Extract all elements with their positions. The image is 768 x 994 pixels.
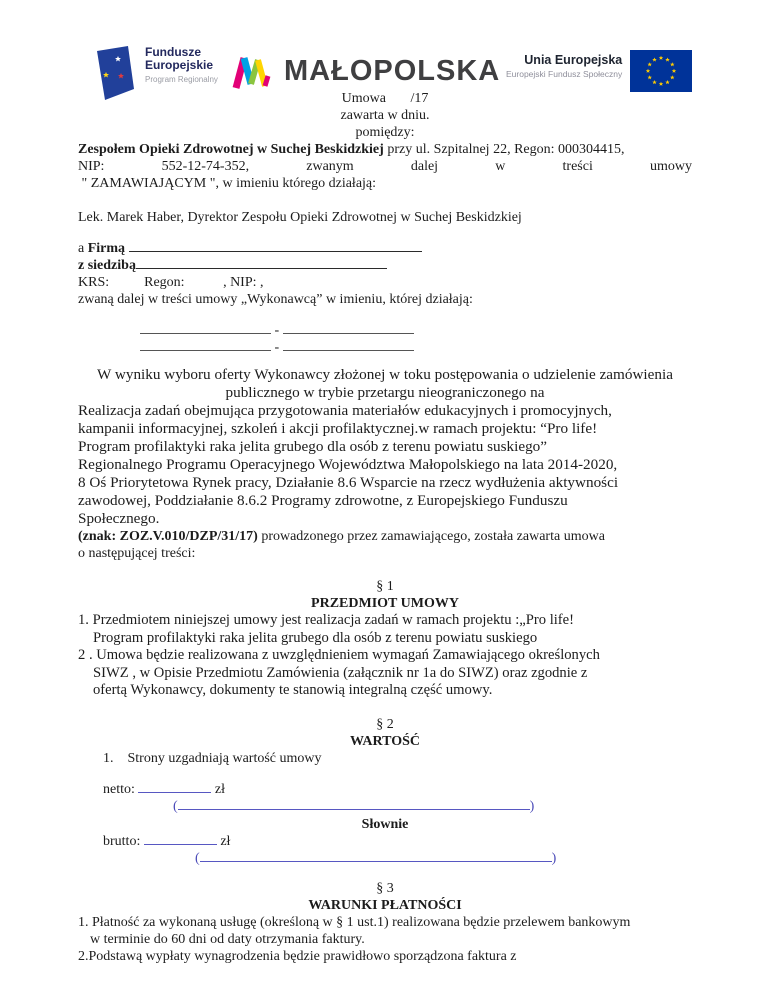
- preamble-line: zawodowej, Poddziałanie 8.6.2 Programy zdrowotne, z Europejskiego Funduszu: [78, 492, 568, 509]
- siedziba-blank-line: [78, 257, 692, 274]
- wykonawca-role-line: zwaną dalej w treści umowy „Wykonawcą” w imieniu, której działają:: [78, 292, 473, 307]
- section1-line: 1. Przedmiotem niniejszej umowy jest realizacja zadań w ramach projektu :„Pro life!: [78, 612, 575, 628]
- nip-word: w: [495, 159, 506, 174]
- slownie-label: Słownie: [361, 816, 409, 832]
- signature-blank-row-2: [140, 339, 692, 356]
- a-label: a: [78, 241, 88, 256]
- netto-words-blank-field: [178, 798, 530, 810]
- preamble-line: Realizacja zadań obejmująca przygotowania materiałów edukacyjnych i promocyjnych,: [78, 402, 612, 419]
- section3-title: WARUNKI PŁATNOŚCI: [308, 897, 462, 913]
- firma-blank-line: [78, 240, 692, 257]
- eu-logo-text: [506, 50, 622, 79]
- nip-word: umowy: [650, 159, 692, 174]
- section2-item1: 1. Strony uzgadniają wartość umowy: [103, 750, 322, 766]
- signature-blank-field: [140, 339, 271, 351]
- dash-separator: -: [274, 340, 280, 355]
- signature-blank-field: [283, 339, 414, 351]
- nip-word: dalej: [410, 159, 439, 174]
- paren-close: ): [551, 850, 557, 866]
- preamble-line: Regionalnego Programu Operacyjnego Województwa Małopolskiego na lata 2014-2020,: [78, 456, 618, 473]
- siedziba-label: z siedzibą: [78, 258, 136, 273]
- signature-blank-row-1: [140, 322, 692, 339]
- signature-blank-field: [283, 322, 414, 334]
- preamble-center-1: W wyniku wyboru oferty Wykonawcy złożonej w toku postępowania o udzielenie zamówienia: [97, 366, 673, 383]
- nip-word: NIP:: [78, 159, 105, 174]
- nip-word: treści: [562, 159, 593, 174]
- znak-line: [78, 528, 692, 545]
- netto-label: netto:: [103, 781, 139, 797]
- preamble-line: 8 Oś Priorytetowa Rynek pracy, Działanie 8.6 Wsparcie na rzecz wydłużenia aktywności: [78, 474, 619, 491]
- netto-currency: zł: [211, 781, 225, 797]
- section1-line: Program profilaktyki raka jelita grubego dla osób z terenu powiatu suskiego: [93, 629, 538, 646]
- party-address: przy ul. Szpitalnej 22, Regon: 000304415,: [383, 142, 625, 157]
- znak-line-2: o następującej treści:: [78, 546, 196, 561]
- paren-open: (: [173, 798, 178, 814]
- preamble-line: Program profilaktyki raka jelita grubego dla osób z terenu powiatu suskiego”: [78, 438, 547, 455]
- section1-mark: § 1: [376, 579, 394, 594]
- unia-europejska-logo: [506, 50, 692, 92]
- zamawiajacy-role-line: " ZAMAWIAJĄCYM ", w imieniu którego działają:: [78, 176, 377, 191]
- contract-body: [78, 90, 692, 965]
- siedziba-blank-field: [136, 257, 387, 269]
- fe-logo-title-line2: Europejskie: [145, 58, 214, 72]
- firma-blank-field: [129, 240, 422, 252]
- party-nip-line: [78, 158, 692, 175]
- preamble-center-2: publicznego w trybie przetargu nieograniczonego na: [225, 384, 545, 401]
- eu-flag-icon: [630, 50, 692, 92]
- netto-field-row: [78, 781, 692, 798]
- malopolska-logo: [232, 50, 500, 92]
- doc-between-line: pomiędzy:: [355, 125, 415, 140]
- brutto-words-blank-field: [200, 850, 552, 862]
- section3-line: w terminie do 60 dni od daty otrzymania faktury.: [90, 931, 365, 947]
- party-zamawiajacy-line1: [78, 141, 692, 158]
- znak-reference: (znak: ZOZ.V.010/DZP/31/17): [78, 529, 258, 544]
- doc-title: Umowa /17: [341, 91, 429, 106]
- section3-line: 2.Podstawą wypłaty wynagrodzenia będzie prawidłowo sporządzona faktura z: [78, 948, 517, 964]
- nip-word: zwanym: [306, 159, 354, 174]
- nip-word: 552-12-74-352,: [161, 159, 250, 174]
- director-line: Lek. Marek Haber, Dyrektor Zespołu Opieki Zdrowotnej w Suchej Beskidzkiej: [78, 210, 522, 225]
- malopolska-m-icon: [232, 50, 274, 92]
- section2-mark: § 2: [376, 716, 394, 732]
- section1-title: PRZEDMIOT UMOWY: [311, 596, 459, 611]
- malopolska-logo-text: MAŁOPOLSKA: [284, 54, 501, 87]
- section1-line: ofertą Wykonawcy, dokumenty te stanowią integralną część umowy.: [93, 682, 493, 699]
- dash-separator: -: [274, 323, 280, 338]
- brutto-currency: zł: [216, 833, 231, 849]
- brutto-label: brutto:: [103, 833, 144, 849]
- section2-title: WARTOŚĆ: [349, 733, 421, 749]
- brutto-words-row: [195, 850, 692, 868]
- party-name: Zespołem Opieki Zdrowotnej w Suchej Beskidzkiej: [78, 142, 384, 157]
- section3-mark: § 3: [376, 880, 394, 896]
- preamble-line: Społecznego.: [78, 510, 160, 527]
- fe-logo-title-line1: Fundusze: [145, 45, 201, 59]
- krs-line: KRS: Regon: , NIP: ,: [78, 275, 264, 290]
- doc-date-line: zawarta w dniu.: [340, 108, 430, 123]
- eu-logo-subtitle: Europejski Fundusz Społeczny: [506, 69, 623, 79]
- brutto-field-row: [78, 833, 692, 850]
- netto-words-row: [173, 798, 692, 816]
- preamble-line: kampanii informacyjnej, szkoleń i akcji profilaktycznej.w ramach projektu: “Pro life!: [78, 420, 598, 437]
- paren-open: (: [195, 850, 200, 866]
- section1-line: SIWZ , w Opisie Przedmiotu Zamówienia (załącznik nr 1a do SIWZ) oraz zgodnie z: [93, 664, 588, 681]
- signature-blank-field: [140, 322, 271, 334]
- paren-close: ): [529, 798, 535, 814]
- znak-rest: prowadzonego przez zamawiającego, została zawarta umowa: [257, 529, 605, 544]
- brutto-blank-field: [144, 833, 217, 845]
- firma-label: Firmą: [87, 241, 129, 256]
- fe-logo-subtitle: Program Regionalny: [145, 75, 218, 84]
- fe-logo-text: [145, 46, 218, 84]
- eu-logo-title: Unia Europejska: [524, 53, 623, 67]
- netto-blank-field: [138, 781, 211, 793]
- section3-line: 1. Płatność za wykonaną usługę (określoną w § 1 ust.1) realizowana będzie przelewem bankowym: [78, 914, 631, 930]
- section1-line: 2 . Umowa będzie realizowana z uwzględnieniem wymagań Zamawiającego określonych: [78, 647, 600, 664]
